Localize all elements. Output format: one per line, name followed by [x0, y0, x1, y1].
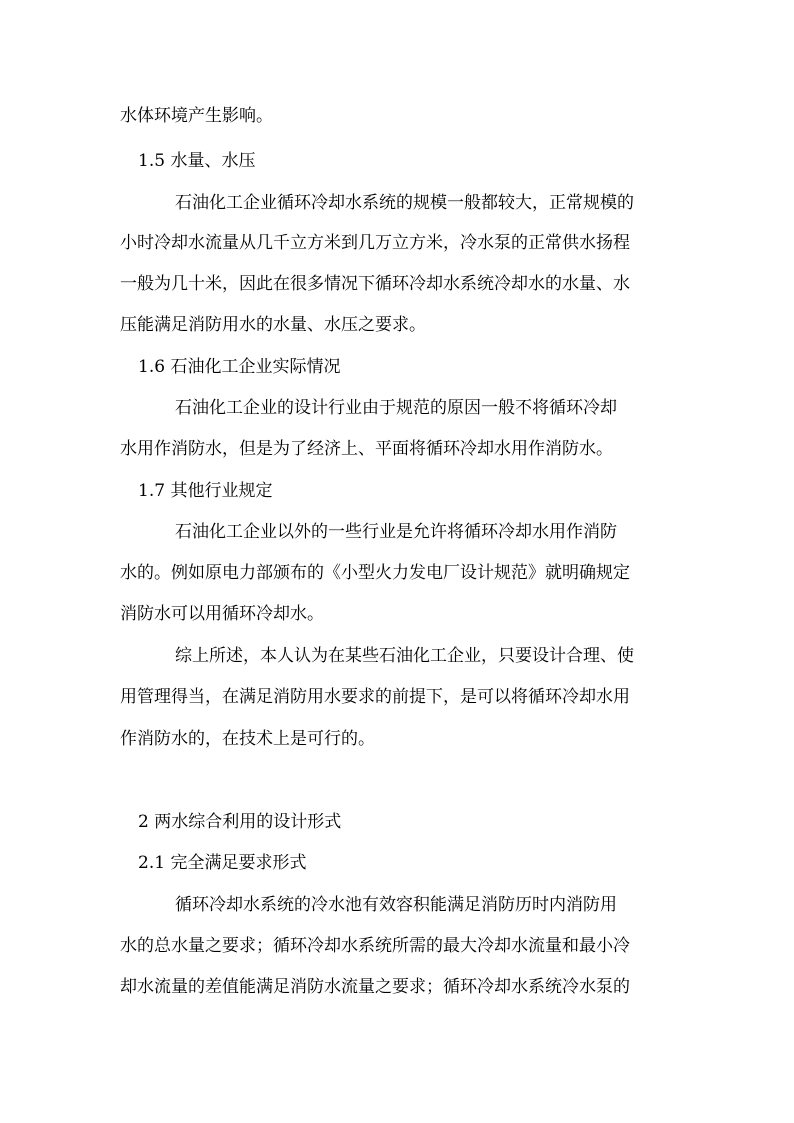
body-text-line: 却水流量的差值能满足消防水流量之要求；循环冷却水系统冷水泵的: [120, 977, 630, 997]
body-text-line: 作消防水的，在技术上是可行的。: [120, 729, 375, 749]
body-text-line: 石油化工企业以外的一些行业是允许将循环冷却水用作消防: [175, 522, 617, 542]
body-text-line: 水用作消防水，但是为了经济上、平面将循环冷却水用作消防水。: [120, 439, 613, 459]
body-text-line: 用管理得当，在满足消防用水要求的前提下，是可以将循环冷却水用: [120, 687, 630, 707]
body-text-line: 小时冷却水流量从几千立方米到几万立方米，冷水泵的正常供水扬程: [120, 233, 630, 253]
section-heading-1-5: 1.5 水量、水压: [138, 151, 256, 171]
body-text-line: 综上所述，本人认为在某些石油化工企业，只要设计合理、使: [175, 646, 634, 666]
section-heading-2: 2 两水综合利用的设计形式: [138, 812, 342, 832]
section-heading-1-7: 1.7 其他行业规定: [138, 481, 273, 501]
body-text-line: 一般为几十米，因此在很多情况下循环冷却水系统冷却水的水量、水: [120, 274, 630, 294]
body-text-line: 石油化工企业的设计行业由于规范的原因一般不将循环冷却: [175, 398, 617, 418]
body-text-line: 水体环境产生影响。: [120, 106, 273, 126]
body-text-line: 循环冷却水系统的冷水池有效容积能满足消防历时内消防用: [175, 895, 617, 915]
body-text-line: 压能满足消防用水的水量、水压之要求。: [120, 315, 426, 335]
body-text-line: 水的。例如原电力部颁布的《小型火力发电厂设计规范》就明确规定: [120, 563, 630, 583]
body-text-line: 水的总水量之要求；循环冷却水系统所需的最大冷却水流量和最小冷: [120, 936, 630, 956]
body-text-line: 石油化工企业循环冷却水系统的规模一般都较大，正常规模的: [175, 193, 634, 213]
section-heading-2-1: 2.1 完全满足要求形式: [138, 853, 307, 873]
body-text-line: 消防水可以用循环冷却水。: [120, 604, 324, 624]
section-heading-1-6: 1.6 石油化工企业实际情况: [138, 357, 341, 377]
